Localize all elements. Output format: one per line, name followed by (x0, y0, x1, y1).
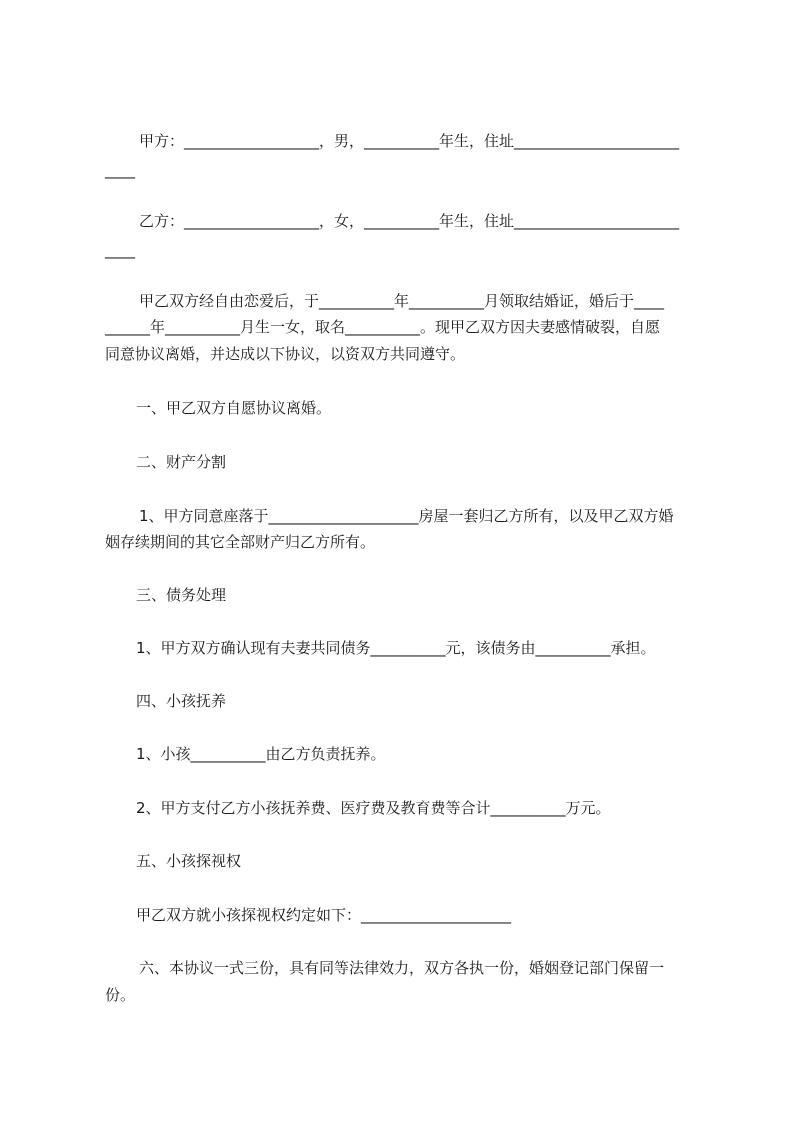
preamble-line-1: 甲乙双方经自由恋爱后，于__________年__________月领取结婚证，婚后于____ (139, 292, 665, 310)
property-clause-line-2: 姻存续期间的其它全部财产归乙方所有。 (105, 533, 376, 551)
preamble-line-3: 同意协议离婚，并达成以下协议，以资双方共同遵守。 (105, 345, 466, 363)
visitation-clause: 甲乙双方就小孩探视权约定如下：____________________ (136, 906, 512, 924)
debt-clause: 1、甲方双方确认现有夫妻共同债务__________元，该债务由__________承担。 (136, 639, 656, 657)
section-1-heading: 一、甲乙双方自愿协议离婚。 (136, 399, 332, 417)
section-6-line-1: 六、本协议一式三份，具有同等法律效力，双方各执一份，婚姻登记部门保留一 (139, 959, 665, 977)
section-6-line-2: 份。 (105, 986, 136, 1004)
section-5-heading: 五、小孩探视权 (136, 852, 242, 870)
section-4-heading: 四、小孩抚养 (136, 692, 227, 710)
party-b-line-continued: ____ (105, 241, 135, 259)
section-2-heading: 二、财产分割 (136, 453, 227, 471)
party-a-line-continued: ____ (105, 161, 135, 179)
child-support-clause: 2、甲方支付乙方小孩抚养费、医疗费及教育费等合计__________万元。 (136, 799, 611, 817)
party-a-line: 甲方：__________________，男，__________年生，住址______________________ (139, 132, 680, 150)
preamble-line-2: ______年__________月生一女，取名__________。现甲乙双方因夫妻感情破裂，自愿 (105, 318, 661, 336)
section-3-heading: 三、债务处理 (136, 586, 227, 604)
property-clause-line-1: 1、甲方同意座落于____________________房屋一套归乙方所有，以及甲乙双方婚 (139, 507, 674, 525)
party-b-line: 乙方：__________________，女，__________年生，住址______________________ (139, 212, 680, 230)
custody-clause: 1、小孩__________由乙方负责抚养。 (136, 745, 386, 763)
